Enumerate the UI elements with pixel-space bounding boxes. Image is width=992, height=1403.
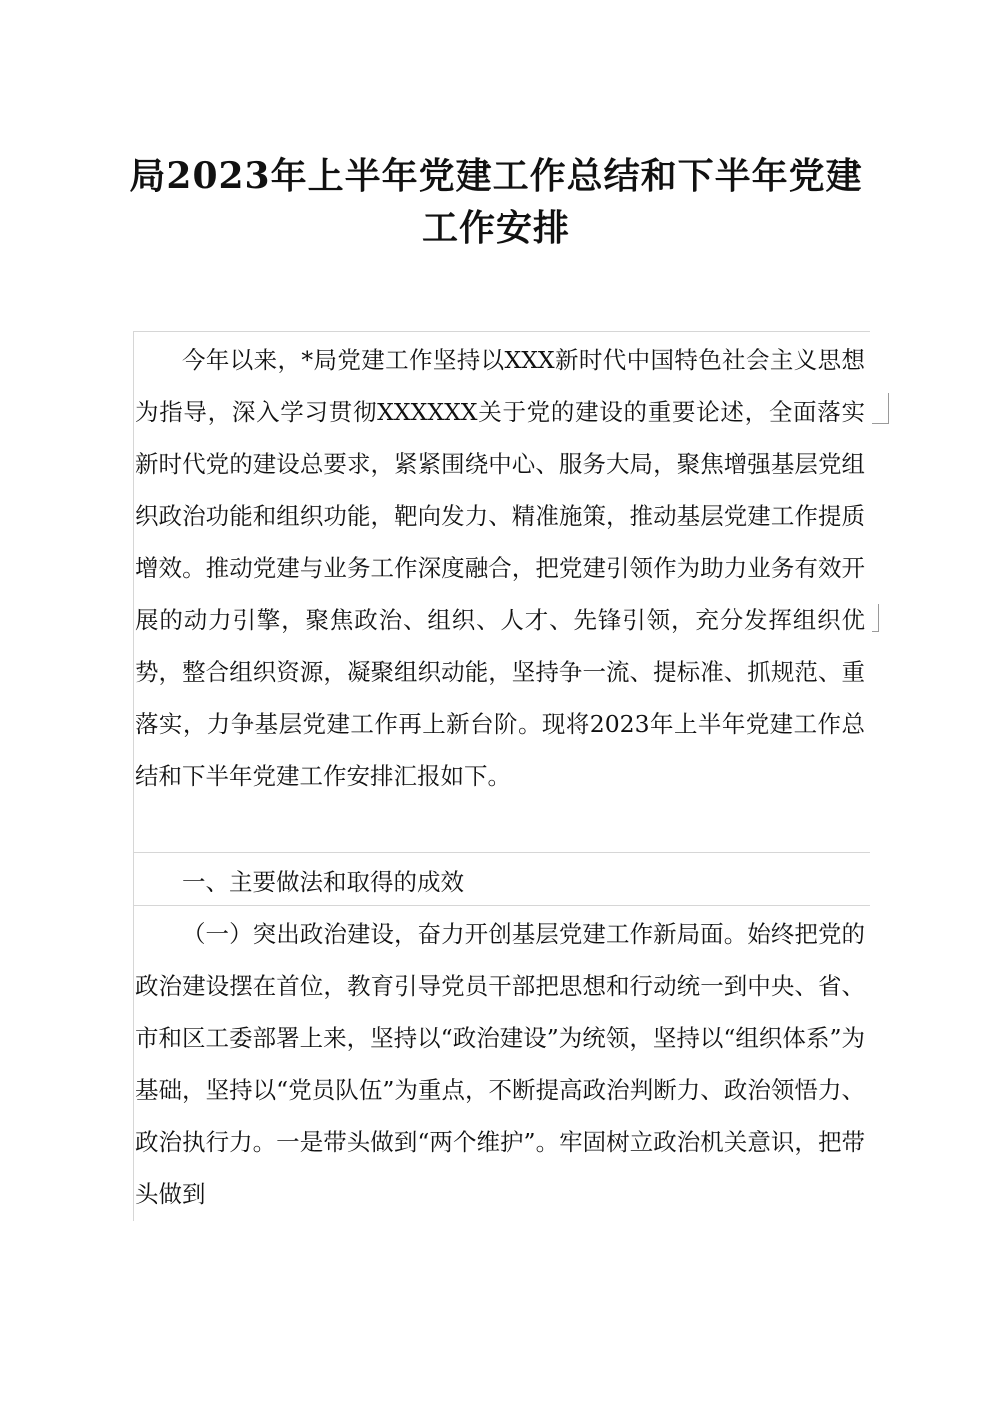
frame-corner-mark-1 <box>872 393 889 424</box>
frame-rule-top <box>133 331 870 332</box>
frame-corner-mark-2 <box>872 604 879 632</box>
section-heading: 一、主要做法和取得的成效 <box>182 868 464 896</box>
document-title-line-2: 工作安排 <box>421 207 570 249</box>
frame-rule-left <box>133 331 134 1221</box>
intro-paragraph: 今年以来，*局党建工作坚持以XXX新时代中国特色社会主义思想为指导，深入学习贯彻XXXXXX关于党的建设的重要论述，全面落实新时代党的建设总要求，紧紧围绕中心、服务大局，聚焦增强基层党组织政治功能和组织功能，靶向发力、精准施策，推动基层党建工作提质增效。推动党建与业务工作深度融合，把党建引领作为助力业务有效开展的动力引擎，聚焦政治、组织、人才、先锋引领，充分发挥组织优势，整合组织资源，凝聚组织动能，坚持争一流、提标准、抓规范、重落实，力争基层党建工作再上新台阶。现将2023年上半年党建工作总结和下半年党建工作安排汇报如下。 <box>135 346 865 790</box>
body-paragraph: （一）突出政治建设，奋力开创基层党建工作新局面。始终把党的政治建设摆在首位，教育引导党员干部把思想和行动统一到中央、省、市和区工委部署上来，坚持以“政治建设”为统领，坚持以“组织体系”为基础，坚持以“党员队伍”为重点，不断提高政治判断力、政治领悟力、政治执行力。一是带头做到“两个维护”。牢固树立政治机关意识，把带头做到 <box>135 920 865 1208</box>
frame-rule-mid-1 <box>133 852 870 853</box>
document-title-line-1: 局2023年上半年党建工作总结和下半年党建 <box>129 155 863 197</box>
